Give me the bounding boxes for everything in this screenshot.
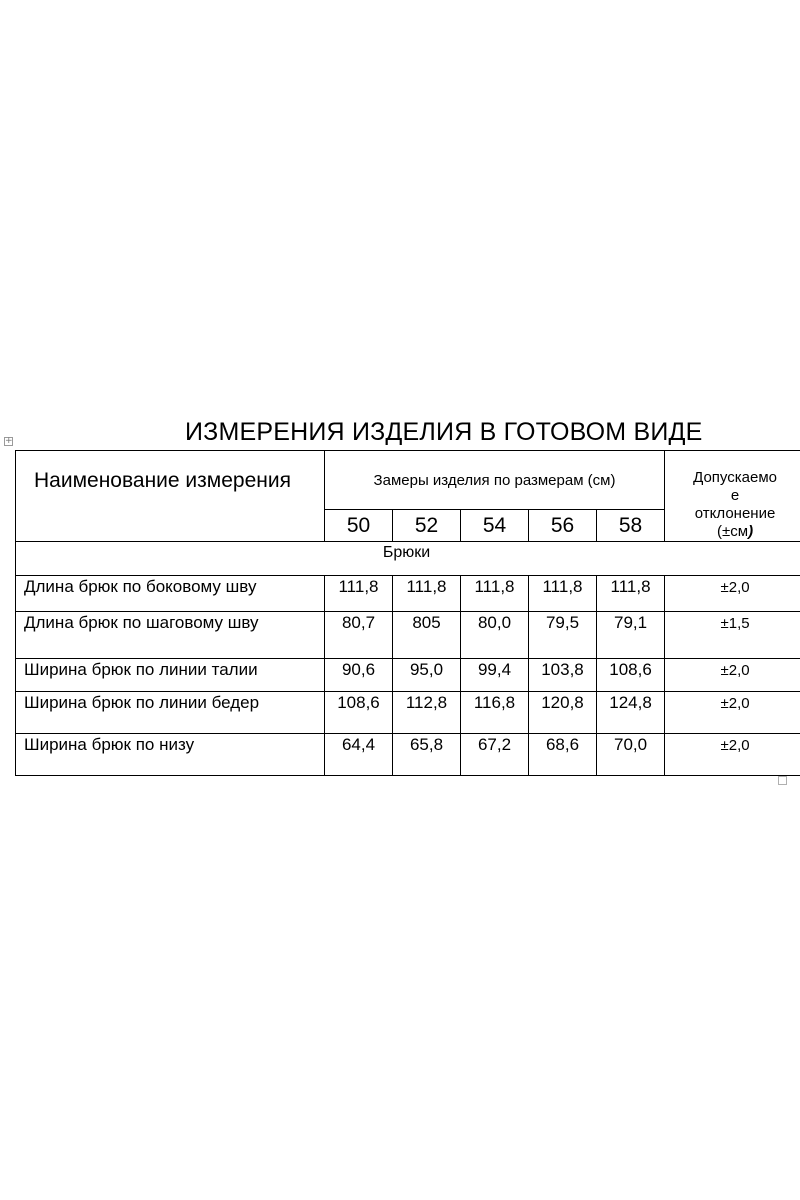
row-value: 112,8 (393, 692, 461, 734)
tolerance-header-line-3: отклонение (694, 505, 776, 522)
row-value: 108,6 (597, 659, 665, 692)
table-row (16, 734, 800, 776)
row-value: 90,6 (325, 659, 393, 692)
size-header-58: 58 (597, 510, 665, 542)
row-value: 103,8 (529, 659, 597, 692)
row-value: 805 (393, 612, 461, 659)
table-resize-handle-icon[interactable] (778, 776, 787, 785)
size-header-56: 56 (529, 510, 597, 542)
row-value: 120,8 (529, 692, 597, 734)
row-tolerance: ±2,0 (665, 659, 800, 692)
row-name: Длина брюк по шаговому шву (16, 612, 325, 659)
row-value: 95,0 (393, 659, 461, 692)
row-name: Ширина брюк по низу (16, 734, 325, 776)
tolerance-header-line-2: е (730, 487, 740, 504)
row-value: 111,8 (393, 576, 461, 612)
row-value: 80,7 (325, 612, 393, 659)
row-value: 111,8 (529, 576, 597, 612)
tolerance-header-close: ) (748, 523, 754, 540)
measurements-table (15, 450, 800, 776)
row-value: 80,0 (461, 612, 529, 659)
row-tolerance: ±2,0 (665, 692, 800, 734)
row-value: 70,0 (597, 734, 665, 776)
table-row (16, 612, 800, 659)
header-row (16, 451, 800, 510)
row-value: 111,8 (461, 576, 529, 612)
table-move-handle-icon[interactable]: + (5, 436, 13, 446)
row-value: 99,4 (461, 659, 529, 692)
row-value: 67,2 (461, 734, 529, 776)
row-value: 65,8 (393, 734, 461, 776)
row-tolerance: ±1,5 (665, 612, 800, 659)
row-value: 116,8 (461, 692, 529, 734)
table-row (16, 692, 800, 734)
size-header-52: 52 (393, 510, 461, 542)
row-value: 79,5 (529, 612, 597, 659)
row-value: 79,1 (597, 612, 665, 659)
row-value: 124,8 (597, 692, 665, 734)
row-tolerance: ±2,0 (665, 734, 800, 776)
row-value: 68,6 (529, 734, 597, 776)
table-row (16, 576, 800, 612)
row-tolerance: ±2,0 (665, 576, 800, 612)
row-value: 108,6 (325, 692, 393, 734)
row-value: 111,8 (597, 576, 665, 612)
row-value: 64,4 (325, 734, 393, 776)
row-name: Длина брюк по боковому шву (16, 576, 325, 612)
measurement-name-header: Наименование измерения (16, 451, 325, 542)
table-row (16, 659, 800, 692)
section-label: Брюки (16, 542, 800, 576)
row-value: 111,8 (325, 576, 393, 612)
section-row (16, 542, 800, 576)
tolerance-header (665, 451, 800, 542)
size-header-50: 50 (325, 510, 393, 542)
size-header-54: 54 (461, 510, 529, 542)
row-name: Ширина брюк по линии талии (16, 659, 325, 692)
tolerance-header-unit: (±см (717, 523, 749, 540)
row-name: Ширина брюк по линии бедер (16, 692, 325, 734)
sizes-group-header: Замеры изделия по размерам (см) (325, 451, 665, 510)
page-title: ИЗМЕРЕНИЯ ИЗДЕЛИЯ В ГОТОВОМ ВИДЕ (185, 418, 703, 446)
tolerance-header-line-1: Допускаемо (693, 469, 777, 486)
